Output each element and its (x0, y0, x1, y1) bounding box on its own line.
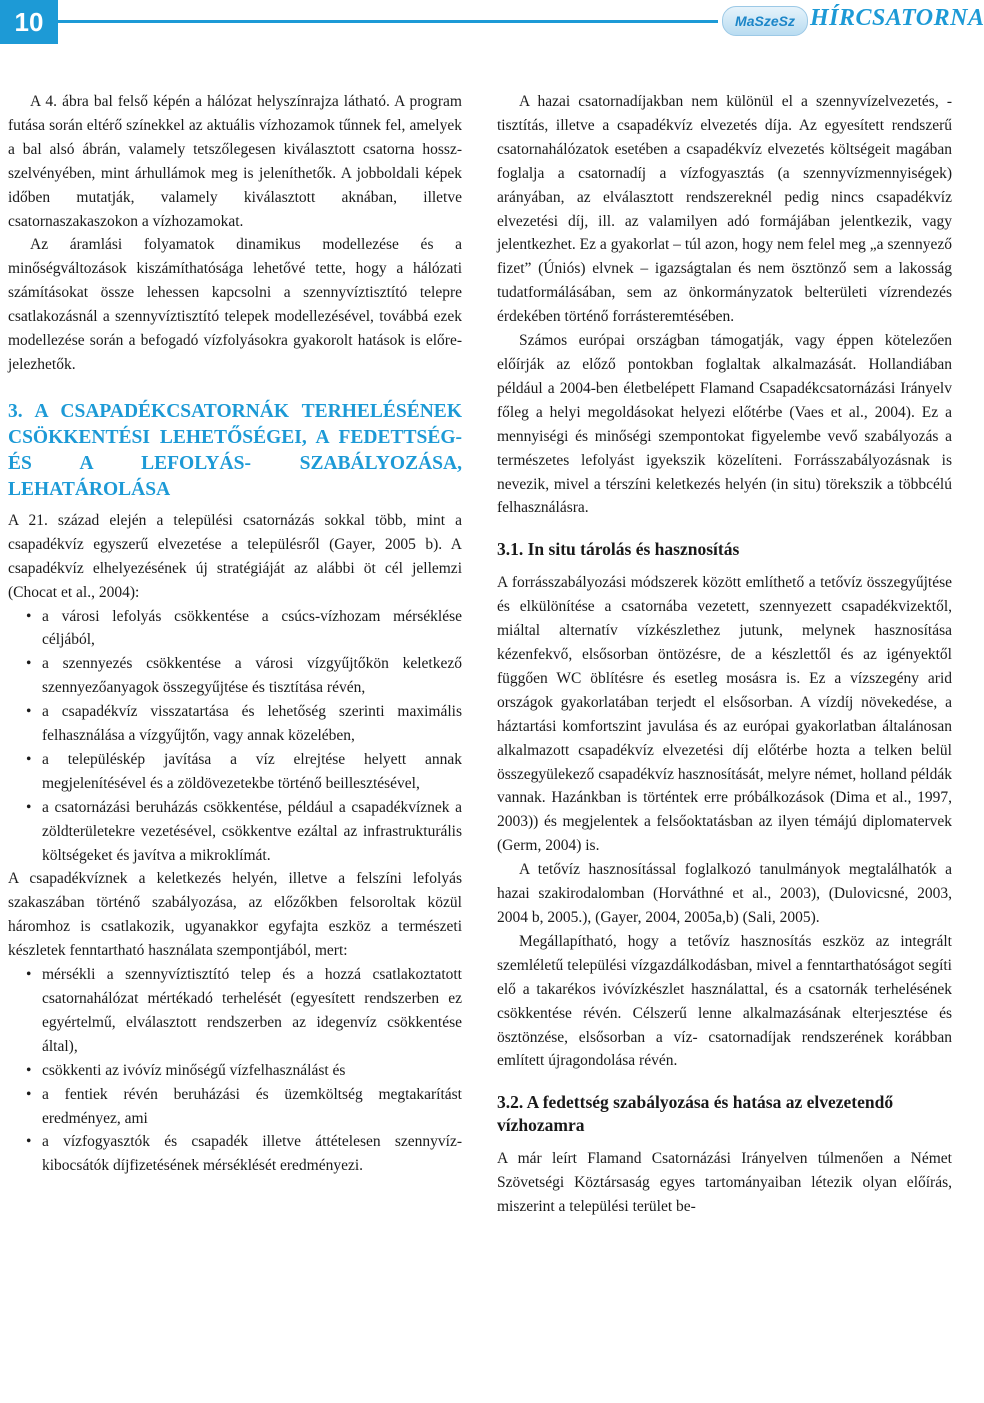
section-3-1-heading: 3.1. In situ tárolás és hasznosítás (497, 539, 740, 560)
hircsatorna-logo (722, 2, 984, 42)
logo-name: HÍRCSATORNA (810, 5, 984, 31)
bullet-icon: • (26, 750, 32, 768)
list-item: • a városi lefolyás csökkentése a csúcs-vízhozam mérséklése céljából, (8, 605, 462, 653)
benefits-list (8, 963, 462, 1178)
maszesz-logo-badge (722, 6, 808, 36)
list-item: • a szennyezés csökkentése a városi vízgyűjtőkön keletkező szennyezőanyagok összegyűjtése és tisztítása révén, (8, 652, 462, 700)
section-3-heading: 3. A CSAPADÉKCSATORNÁK TERHELÉSÉNEK CSÖKKENTÉSI LEHETŐSÉGEI, A FEDETTSÉG- ÉS A LEFOLYÁS- SZABÁLYOZÁSA, LEHATÁROLÁSA (8, 400, 462, 500)
list-item: • a településkép javítása a víz elrejtése helyett annak megjelenítésével és a zöldövezetekbe történő beillesztésével, (8, 748, 462, 796)
paragraph-fees: A hazai csatornadíjakban nem különül el a szennyvízelvezetés, -tisztítás, illetve a csapadékvíz elvezetés díja. Az egyesített rendszerű csatornahálózatok esetében a csapadékvíz elvezetés költségeit magában foglalja a csatornadíj a vízfogyasztás (a szennyvízmennyiségek) arányában, az elválasztott rendszereknél pedig nincs csapadékvíz elvezetési díj, ill. az valamilyen adó formájában jelentkezik, vagy jelentkezhet. Ez a gyakorlat – túl azon, hogy nem felel meg „a szennyező fizet” (Úniós) elvnek – igazságtalan és nem ösztönző sem a lakosság tudatformálásában, sem az önkormányzatok belterületi vízrendezés érdekében történő forrásteremtésében. (497, 93, 952, 326)
bullet-icon: • (26, 1133, 32, 1151)
list-item: • a vízfogyasztók és csapadék illetve áttételesen szennyvíz-kibocsátók díjfizetésének mérséklését eredményezi. (8, 1130, 462, 1178)
list-item: • csökkenti az ivóvíz minőségű vízfelhasználást és (8, 1059, 462, 1083)
paragraph-figure-description: A 4. ábra bal felső képén a hálózat helyszínrajza látható. A program futása során eltérő színekkel az aktuális vízhozamok tűnnek fel, amelyek a bal alsó ábrán, valamely tetszőlegesen kiválasztott csatorna hossz-szelvényében, mint árhullámok meg is jeleníthetők. A jobboldali képek időben mutatják, valamely kiválasztott aknában, illetve csatornaszakaszokon a vízhozamokat. (8, 93, 462, 230)
bullet-icon: • (26, 966, 32, 984)
page-header (0, 0, 984, 44)
header-rule (58, 20, 718, 23)
list-item: • a fentiek révén beruházási és üzemköltség megtakarítást eredményez, ami (8, 1083, 462, 1131)
list-item: • a csatornázási beruházás csökkentése, például a csapadékvíznek a zöldterületekre vezetésével, csökkentve ezáltal az infrastrukturális költségeket és javítva a mikroklímát. (8, 796, 462, 868)
bullet-icon: • (26, 703, 32, 721)
right-column (497, 90, 952, 1219)
paragraph-roof-water: A forrásszabályozási módszerek között említhető a tetővíz összegyűjtése és elkülönítése a csatornába vezetett, szennyezett csapadékvizektől, miáltal alternatív vízkészlethez jutunk, melynek hasznosítása kézenfekvő, elsősorban öntözésre, de a készlettől és az igényektől függően WC öblítésre és esetleg mosásra is. Ez a vízszegény arid országok gyakorlatában terjedt el elsősorban. A vízdíj növekedése, a háztartási komfortszint javulása és az európai gyakorlatban általánosan alkalmazott csapadékvíz elvezetési díj előtérbe hozta a telken belül összegyülekező csapadékvíz hasznosítását, melyre német, holland példák vannak. Hazánkban is történtek erre próbálkozások (Dima et al., 1997, 2003)) és megjelentek a felsőoktatásban az ilyen témájú diplomatervek (Germ, 2004) is. (497, 574, 952, 855)
paragraph-source-control: A csapadékvíznek a keletkezés helyén, illetve a felszíni lefolyás szakaszában történő szabályozása, az előzőkben felsoroltak közül háromhoz is csatlakozik, ugyanakkor egyfajta eszköz a természeti készletek fenntartható használata szempontjából, mert: (8, 870, 462, 960)
logo-badge-text: MaSzeSz (735, 13, 795, 29)
paragraph-flemish-directive: A már leírt Flamand Csatornázási Irányelven túlmenően a Német Szövetségi Köztársaság egyes tartományaiban létezik olyan előírás, miszerint a települési terület be- (497, 1150, 952, 1216)
paragraph-21st-century: A 21. század elején a települési csatornázás sokkal több, mint a csapadékvíz egyszerű elvezetése a településről (Gayer, 2005 b). A csapadékvíz elhelyezésének új stratégiáját az alábbi öt cél jellemzi (Chocat et al., 2004): (8, 511, 462, 601)
list-item: • a csapadékvíz visszatartása és lehetőség szerinti maximális felhasználása a vízgyűjtőn, vagy annak közelében, (8, 700, 462, 748)
list-item: • mérsékli a szennyvíztisztító telep és a hozzá csatlakoztatott csatornahálózat mértékadó terhelését (egyesített rendszerben ez egyértelmű, elválasztott rendszerben az idegenvíz csökkentése által), (8, 963, 462, 1059)
paragraph-literature: A tetővíz hasznosítással foglalkozó tanulmányok megtalálhatók a hazai szakirodalomban (Horváthné et al., 2003), (Dulovicsné, 2003, 2004 b, 2005.), (Gayer, 2004, 2005a,b) (Sali, 2005). (497, 861, 952, 926)
left-column (8, 90, 462, 1178)
bullet-icon: • (26, 1061, 32, 1079)
goals-list (8, 605, 462, 868)
paragraph-modelling: Az áramlási folyamatok dinamikus modellezése és a minőségváltozások kiszámíthatósága lehetővé tette, hogy a hálózati számításokat össze lehessen kapcsolni a szennyvíztisztító telepre csatlakozásnál a szennyvíztisztító telepek modellezésével, továbbá ezek modellezése során a befogadó vízfolyásokra gyakorolt hatások is előre-jelezhetők. (8, 236, 462, 373)
bullet-icon: • (26, 607, 32, 625)
paragraph-conclusion: Megállapítható, hogy a tetővíz hasznosítás eszköz az integrált szemléletű települési vízgazdálkodásban, mivel a fenntarthatóságot segíti elő a takarékos ivóvízkészlet használattal, és a csatornák terhelésének csökkentése révén. Célszerű lenne alkalmazásának elterjesztése és ösztönzése, elsősorban a víz- csatornadíjak rendszerének korábban említett újragondolása révén. (497, 932, 952, 1070)
bullet-icon: • (26, 655, 32, 673)
paragraph-european-practice: Számos európai országban támogatják, vagy éppen kötelezően előírják az előző pontokban foglaltak alkalmazását. Hollandiában például a 2004-ben életbelépett Flamand Csapadékcsatornázási Irányelv főleg a helyi megoldásokat helyezi előtérbe (Vaes et al., 2004). Ez a mennyiségi és minőségi szempontokat figyelembe vevő szabályozás a természetes lefolyást igyekszik közelíteni. Forrásszabályozásnak is nevezik, mivel a térszíni keletkezés helyén (in situ) törekszik a többcélú felhasználásra. (497, 332, 952, 517)
section-3-2-heading: 3.2. A fedettség szabályozása és hatása az elvezetendő vízhozamra (497, 1092, 894, 1136)
bullet-icon: • (26, 798, 32, 816)
page-number: 10 (0, 0, 58, 44)
bullet-icon: • (26, 1085, 32, 1103)
